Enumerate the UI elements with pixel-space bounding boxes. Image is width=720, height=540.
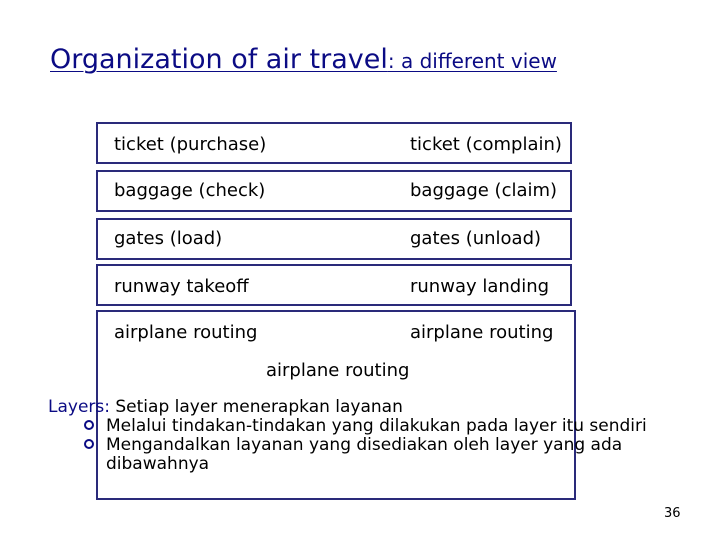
notes-intro-text: Setiap layer menerapkan layanan [109,397,403,417]
title-main: Organization of air travel [50,44,388,75]
airplane-routing-bottom-label: airplane routing [266,360,410,381]
bullet-text: Mengandalkan layanan yang disediakan oleh layer yang ada dibawahnya [106,435,623,474]
runway-takeoff-label: runway takeoff [114,276,249,297]
slide-title [50,44,557,75]
layer-diagram [96,114,576,384]
page-number: 36 [664,506,681,521]
circle-bullet-icon [84,439,94,449]
list-item [48,436,668,474]
notes-bullet-list [48,417,668,474]
notes-intro [48,398,668,417]
baggage-claim-label: baggage (claim) [410,180,558,201]
notes-keyword: Layers: [48,397,110,417]
circle-bullet-icon [84,420,94,430]
ticket-complain-label: ticket (complain) [410,134,562,155]
airplane-routing-left-label: airplane routing [114,322,258,343]
baggage-check-label: baggage (check) [114,180,266,201]
gates-load-label: gates (load) [114,228,223,249]
gates-unload-label: gates (unload) [410,228,542,249]
layers-notes [48,398,668,474]
title-sub: : a different view [387,49,557,73]
runway-landing-label: runway landing [410,276,550,297]
ticket-purchase-label: ticket (purchase) [114,134,267,155]
airplane-routing-right-label: airplane routing [410,322,554,343]
bullet-text: Melalui tindakan-tindakan yang dilakukan pada layer itu sendiri [106,416,647,436]
list-item [48,417,668,436]
